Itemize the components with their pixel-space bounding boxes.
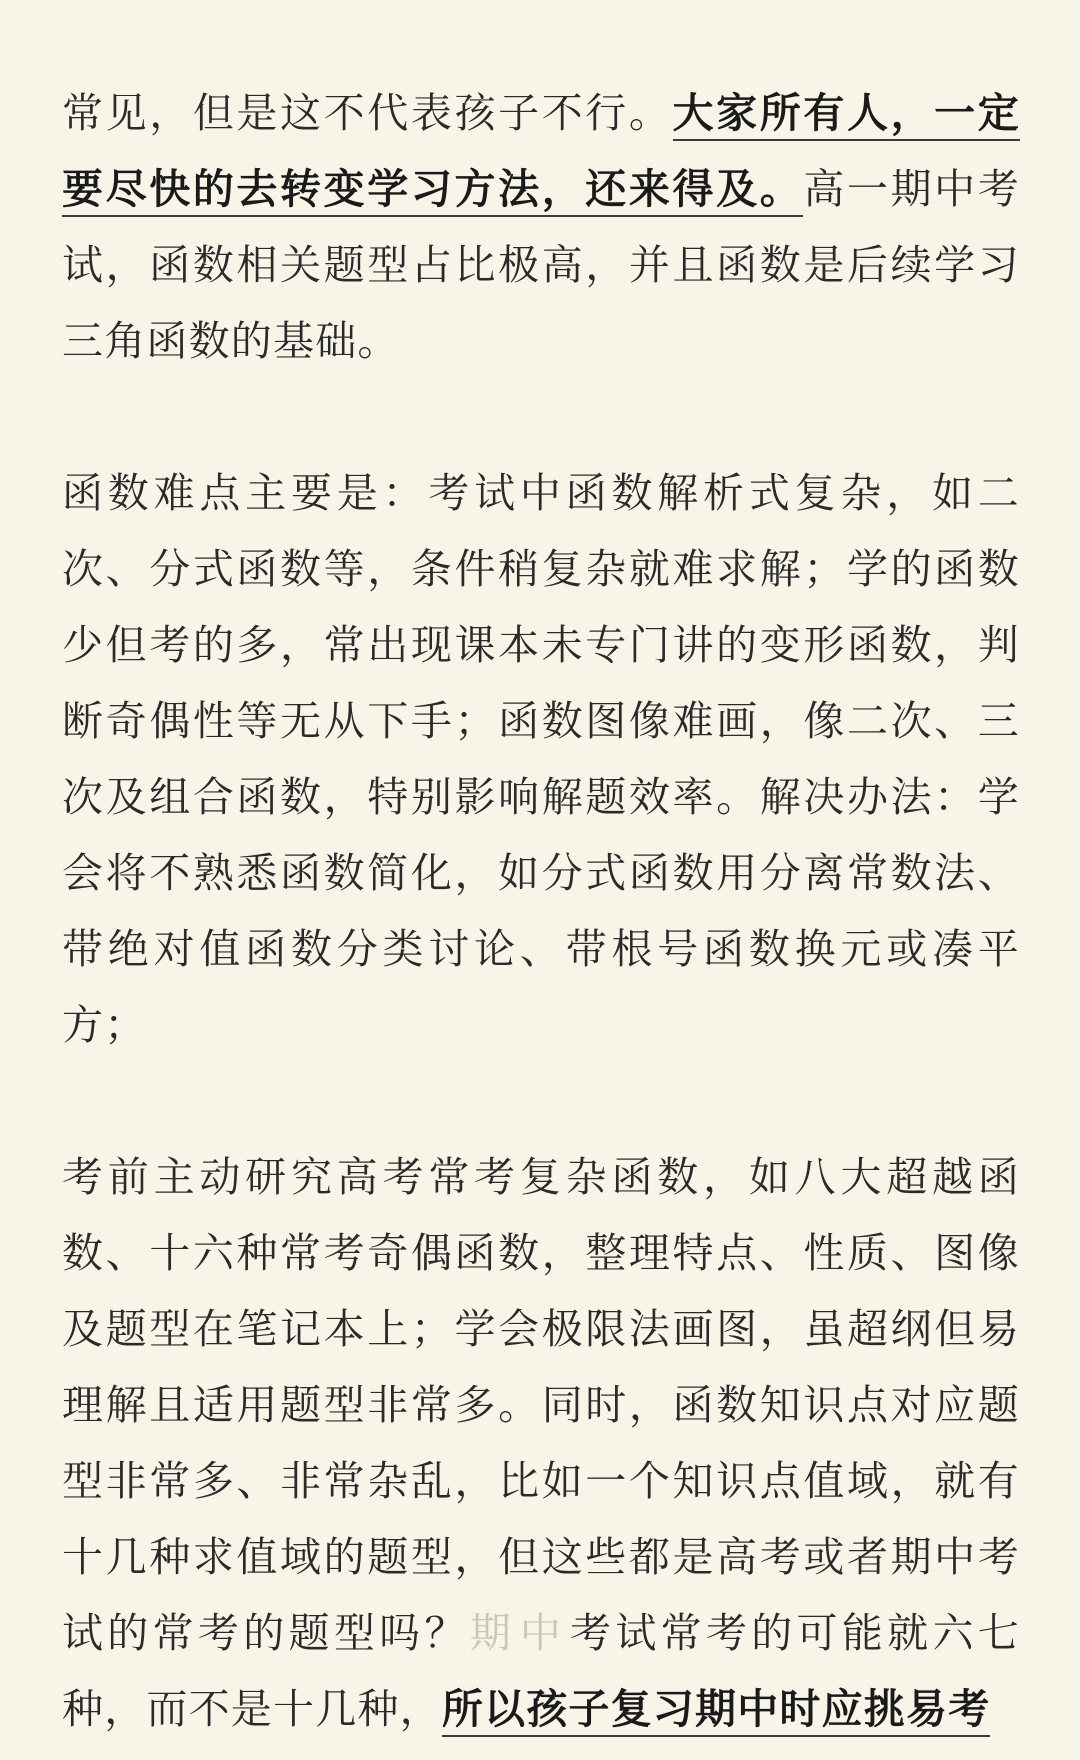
paragraph-difficulties: 函数难点主要是：考试中函数解析式复杂，如二次、分式函数等，条件稍复杂就难求解；学的函数少但考的多，常出现课本未专门讲的变形函数，判断奇偶性等无从下手；函数图像难画，像二次、三次及组合函数，特别影响解题效率。解决办法：学会将不熟悉函数简化，如分式函数用分离常数法、带绝对值函数分类讨论、带根号函数换元或凑平方； — [62, 469, 1020, 1049]
text-segment: 考试常考的可能就六七种，而不是十几种， — [62, 1609, 1020, 1733]
paragraph-intro — [62, 75, 1020, 379]
text-segment: 常见，但是这不代表孩子不行。 — [62, 89, 673, 137]
text-segment: 高一期中考试，函数相关题型占比极高，并且函数是后续学习三角函数的基础。 — [62, 165, 1020, 365]
obscured-text: 期中 — [469, 1609, 571, 1657]
emphasized-text: 所以孩子复习期中时应挑易考 — [442, 1685, 991, 1737]
emphasized-text: 大家所有人，一定要尽快的去转变学习方法，还来得及。 — [62, 89, 1020, 217]
paragraph-advice — [62, 1139, 1020, 1747]
text-segment: 考前主动研究高考常考复杂函数，如八大超越函数、十六种常考奇偶函数，整理特点、性质、图像及题型在笔记本上；学会极限法画图，虽超纲但易理解且适用题型非常多。同时，函数知识点对应题型非常多、非常杂乱，比如一个知识点值域，就有十几种求值域的题型，但这些都是高考或者期中考试的常考的题型吗？ — [62, 1153, 1020, 1657]
